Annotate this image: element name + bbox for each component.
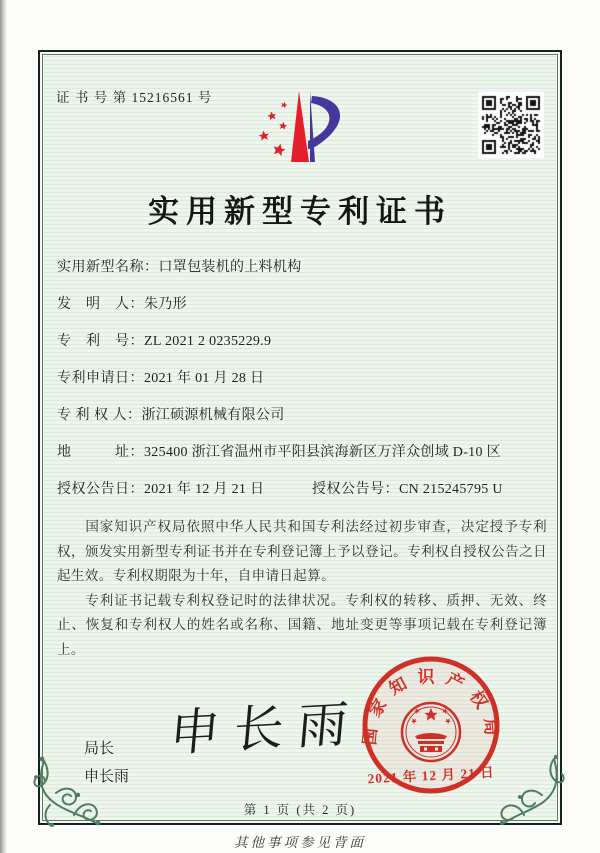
field-value: 2021 年 01 月 28 日 — [144, 371, 265, 386]
field-list — [57, 256, 549, 515]
field-inventor — [57, 293, 549, 315]
field-value: 口罩包装机的上料机构 — [158, 260, 302, 275]
field-value: ZL 2021 2 0235229.9 — [144, 334, 272, 349]
field-label: 专 利 权 人： — [57, 408, 142, 423]
field-label: 实用新型名称： — [57, 260, 159, 275]
seal-text: 国家知识产权局 — [360, 667, 502, 747]
field-filing-date — [57, 367, 549, 389]
field-value: CN 215245795 U — [399, 482, 503, 497]
field-patentee — [57, 404, 549, 426]
field-label: 地 址： — [57, 445, 144, 460]
director-name: 申长雨 — [84, 768, 130, 785]
back-note: 其他事项参见背面 — [234, 835, 366, 850]
scan-edge-shadow — [0, 0, 7, 853]
grant-date — [57, 482, 264, 497]
certificate-number: 证 书 号 第 15216561 号 — [56, 90, 213, 105]
director-title-block — [84, 736, 129, 792]
qr-code-icon — [478, 92, 544, 158]
field-label: 专利申请日： — [57, 371, 144, 386]
page-number: 第 1 页 (共 2 页) — [243, 803, 357, 817]
field-value: 325400 浙江省温州市平阳县滨海新区万洋众创域 D-10 区 — [144, 445, 501, 460]
cnipa-logo-icon — [246, 88, 362, 168]
field-utility-model-name — [57, 256, 549, 278]
official-seal-stamp — [358, 652, 504, 798]
field-label: 发 明 人： — [57, 297, 144, 312]
field-grant-announcement — [57, 478, 549, 500]
field-value: 浙江硕源机械有限公司 — [141, 408, 285, 423]
field-label: 专 利 号： — [57, 334, 144, 349]
legal-text — [57, 515, 547, 662]
director-role: 局长 — [84, 741, 115, 757]
field-label: 授权公告号： — [312, 482, 399, 497]
field-value: 朱乃形 — [144, 297, 187, 312]
field-label: 授权公告日： — [57, 482, 144, 497]
field-value: 2021 年 12 月 21 日 — [144, 482, 265, 497]
field-patent-number — [57, 330, 549, 352]
grant-number — [312, 478, 503, 498]
legal-paragraph-2: 专利证书记载专利权登记时的法律状况。专利权的转移、质押、无效、终止、恢复和专利权人的姓名或名称、国籍、地址变更等事项记载在专利登记簿上。 — [57, 592, 547, 657]
certificate-title: 实用新型专利证书 — [148, 194, 452, 229]
director-handwritten-signature: 申长雨 — [167, 695, 364, 762]
certificate-frame — [38, 50, 562, 825]
legal-paragraph-1: 国家知识产权局依照中华人民共和国专利法经过初步审查，决定授予专利权，颁发实用新型专利证书并在专利登记簿上予以登记。专利权自授权公告之日起生效。专利权期限为十年，自申请日起算。 — [57, 519, 547, 584]
field-address — [57, 441, 549, 463]
seal-date: 2021 年 12 月 21 日 — [367, 764, 496, 787]
